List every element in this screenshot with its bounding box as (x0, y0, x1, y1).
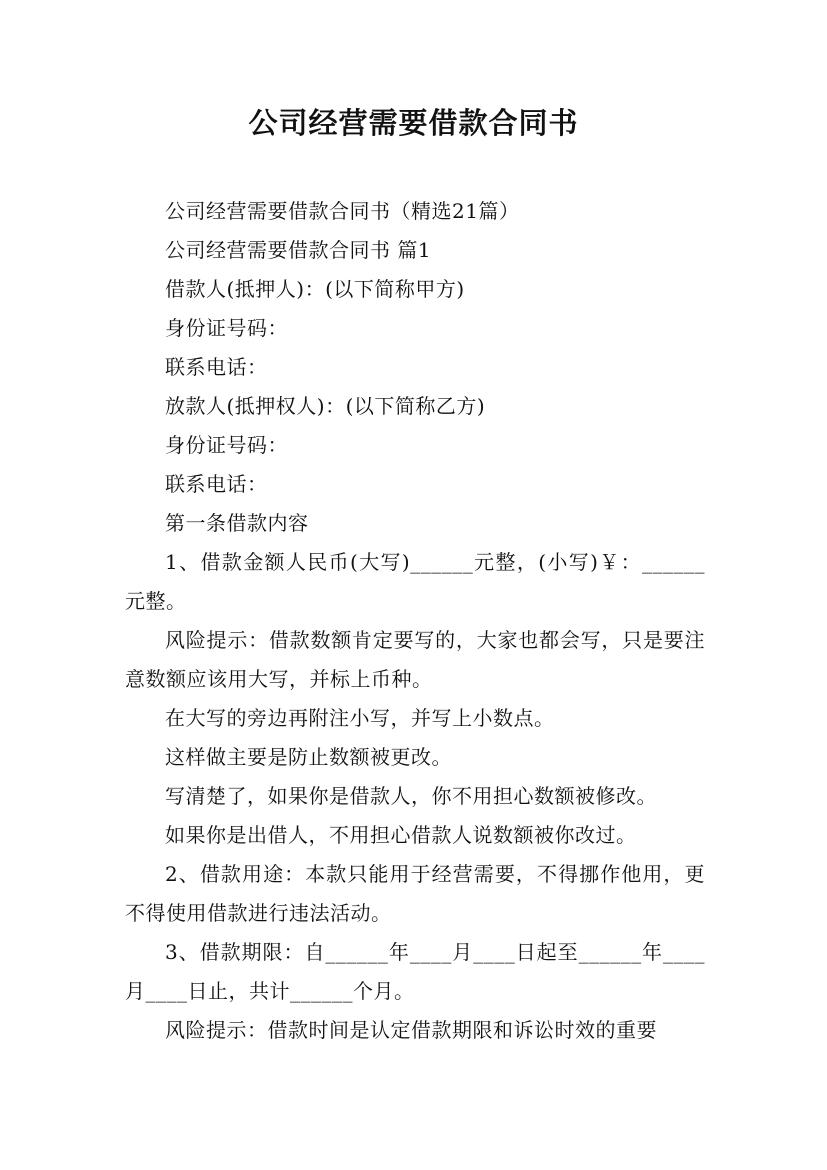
paragraph-amount-note-purpose: 这样做主要是防止数额被更改。 (165, 745, 452, 769)
paragraph-loan-amount: 1、借款金额人民币(大写)______元整，(小写)￥：______元整。 (125, 550, 705, 613)
paragraph-lender-id: 身份证号码： (165, 433, 288, 457)
paragraph-borrower: 借款人(抵押人)：(以下简称甲方) (165, 277, 465, 301)
paragraph-loan-term: 3、借款期限：自______年____月____日起至______年____月____日止，共计______个月。 (125, 940, 705, 1003)
paragraph-risk-note-term: 风险提示：借款时间是认定借款期限和诉讼时效的重要 (165, 1018, 657, 1042)
paragraph-borrower-id: 身份证号码： (165, 316, 288, 340)
paragraph-amount-note-lender: 如果你是出借人，不用担心借款人说数额被你改过。 (165, 823, 637, 847)
paragraph-amount-note-lowercase: 在大写的旁边再附注小写，并写上小数点。 (165, 706, 555, 730)
paragraph-chapter-heading: 公司经营需要借款合同书 篇1 (165, 238, 432, 262)
paragraph-borrower-phone: 联系电话： (165, 355, 268, 379)
document-title: 公司经营需要借款合同书 (248, 106, 579, 140)
paragraph-lender: 放款人(抵押权人)：(以下简称乙方) (165, 394, 486, 418)
paragraph-risk-note-amount: 风险提示：借款数额肯定要写的，大家也都会写，只是要注意数额应该用大写，并标上币种。 (125, 628, 705, 691)
paragraph-loan-purpose: 2、借款用途：本款只能用于经营需要，不得挪作他用，更不得使用借款进行违法活动。 (125, 862, 705, 925)
paragraph-collection-title: 公司经营需要借款合同书（精选21篇） (165, 199, 520, 223)
paragraph-lender-phone: 联系电话： (165, 472, 268, 496)
paragraph-amount-note-borrower: 写清楚了，如果你是借款人，你不用担心数额被修改。 (165, 784, 657, 808)
paragraph-article-one-heading: 第一条借款内容 (165, 511, 309, 535)
document-body (125, 192, 705, 1050)
